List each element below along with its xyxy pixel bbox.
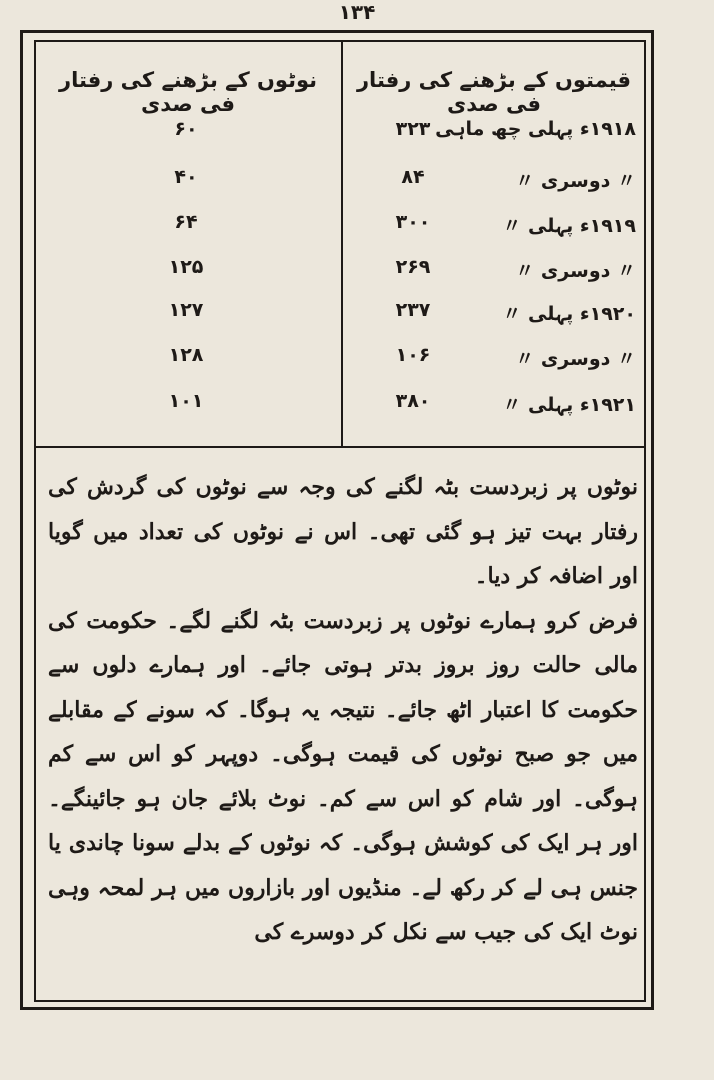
table-row xyxy=(38,211,642,251)
period-cell: ۱۹۲۱ء پہلی 〃 xyxy=(502,394,636,416)
body-text xyxy=(48,465,638,955)
table-row xyxy=(38,299,642,339)
note-rate-cell: ۱۲۵ xyxy=(168,256,204,278)
price-rate-cell: ۲۳۷ xyxy=(395,299,431,321)
header-note-rate: نوٹوں کے بڑھنے کی رفتار فی صدی xyxy=(58,68,318,116)
table-row xyxy=(38,118,642,158)
table-row xyxy=(38,344,642,384)
page-number: ۱۳۴ xyxy=(338,0,376,24)
price-rate-cell: ۳۸۰ xyxy=(395,390,431,412)
paragraph: نوٹوں پر زبردست بٹہ لگنے کی وجہ سے نوٹوں کی گردش کی رفتار بہت تیز ہو گئی تھی۔ اس نے نوٹوں کی تعداد میں گویا اور اضافہ کر دیا۔ xyxy=(48,474,638,589)
note-rate-cell: ۱۰۱ xyxy=(168,390,204,412)
period-cell: 〃 دوسری 〃 xyxy=(515,260,636,282)
price-rate-cell: ۳۲۳ xyxy=(395,118,431,140)
price-rate-cell: ۱۰۶ xyxy=(395,344,431,366)
period-cell: ۱۹۱۹ء پہلی 〃 xyxy=(502,215,636,237)
note-rate-cell: ۱۲۷ xyxy=(168,299,204,321)
period-cell: ۱۹۱۸ء پہلی چھ ماہی xyxy=(435,118,636,140)
period-cell: 〃 دوسری 〃 xyxy=(515,348,636,370)
table-row xyxy=(38,166,642,206)
table-divider xyxy=(34,446,646,448)
period-cell: ۱۹۲۰ء پہلی 〃 xyxy=(502,303,636,325)
price-rate-cell: ۸۴ xyxy=(401,166,425,188)
price-rate-cell: ۳۰۰ xyxy=(395,211,431,233)
price-rate-cell: ۲۶۹ xyxy=(395,256,431,278)
note-rate-cell: ۱۲۸ xyxy=(168,344,204,366)
note-rate-cell: ۶۴ xyxy=(174,211,198,233)
period-cell: 〃 دوسری 〃 xyxy=(515,170,636,192)
table-row xyxy=(38,390,642,430)
header-price-rate: قیمتوں کے بڑھنے کی رفتار فی صدی xyxy=(356,68,632,116)
note-rate-cell: ۴۰ xyxy=(174,166,198,188)
table-row xyxy=(38,256,642,296)
paragraph: فرض کرو ہمارے نوٹوں پر زبردست بٹہ لگنے لگے۔ حکومت کی مالی حالت روز بروز بدتر ہوتی جائے۔ اور ہمارے دلوں سے حکومت کا اعتبار اٹھ جائے۔ نتیجہ یہ ہوگا۔ کہ سونے کے مقابلے میں جو صبح نوٹوں کی قیمت ہوگی۔ دوپہر کو اس سے کم ہوگی۔ اور شام کو اس سے کم۔ نوٹ بلائے جان ہو جائینگے۔ اور ہر ایک کی کوشش ہوگی۔ کہ نوٹوں کے بدلے سونا چاندی یا جنس ہی لے کر رکھ لے۔ منڈیوں اور بازاروں میں ہر لمحہ وہی نوٹ ایک کی جیب سے نکل کر دوسرے کی xyxy=(48,607,638,945)
note-rate-cell: ۶۰ xyxy=(174,118,198,140)
